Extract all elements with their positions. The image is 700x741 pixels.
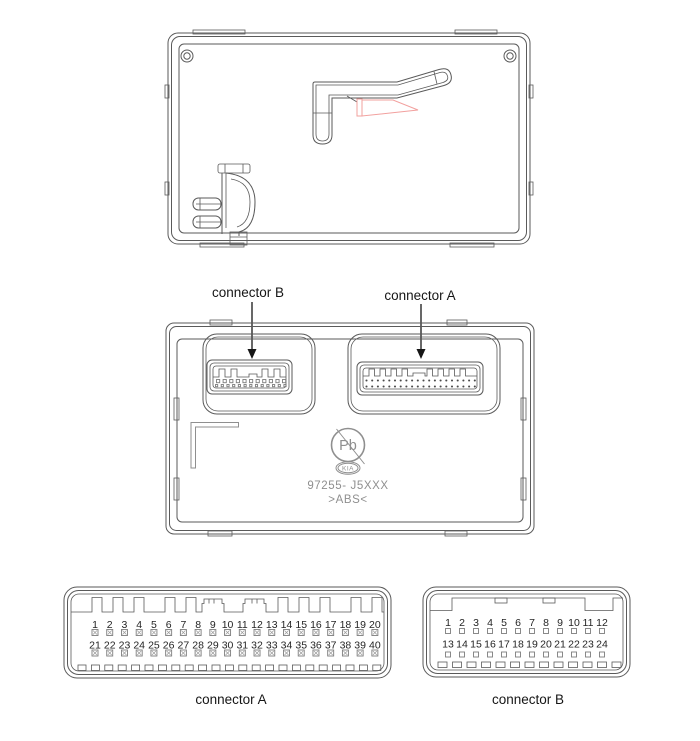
pin-row-1-12 bbox=[445, 617, 608, 634]
pin-number: 5 bbox=[501, 617, 507, 629]
kia-logo-text: KIA bbox=[342, 465, 354, 473]
pin-number: 1 bbox=[445, 617, 451, 629]
terminal-dot bbox=[405, 385, 407, 387]
terminal-dot bbox=[422, 385, 424, 387]
connector-b-recess bbox=[203, 334, 315, 414]
housing-tooth bbox=[225, 665, 233, 671]
terminal-box bbox=[263, 380, 266, 383]
housing-tooth bbox=[132, 665, 140, 671]
connector-b-pinout-drawing bbox=[422, 584, 634, 686]
terminal-box bbox=[558, 652, 563, 657]
pin-number: 37 bbox=[324, 639, 337, 652]
housing-tooth bbox=[583, 662, 592, 668]
housing-tooth bbox=[239, 665, 247, 671]
housing-tooth bbox=[279, 665, 287, 671]
terminal-dot bbox=[422, 379, 424, 381]
pin-number: 2 bbox=[106, 619, 113, 631]
screw-hole-right bbox=[504, 50, 516, 62]
terminal-box bbox=[221, 385, 223, 387]
housing-tooth bbox=[105, 665, 113, 671]
pin-number: 7 bbox=[529, 617, 535, 629]
pin-number: 39 bbox=[354, 639, 366, 652]
pin-number: 8 bbox=[195, 619, 202, 631]
terminal-box bbox=[572, 652, 577, 657]
terminal-box bbox=[243, 380, 246, 383]
pin-number: 26 bbox=[162, 639, 175, 652]
terminal-box bbox=[233, 385, 235, 387]
pin-number: 2 bbox=[459, 617, 465, 629]
terminal-dot bbox=[411, 385, 413, 387]
pin-number: 6 bbox=[165, 619, 172, 631]
pin-number: 22 bbox=[568, 638, 580, 651]
housing-tooth bbox=[467, 662, 476, 668]
housing-tooth bbox=[453, 662, 462, 668]
terminal-dot bbox=[474, 385, 476, 387]
housing-tooth bbox=[598, 662, 607, 668]
terminal-dot bbox=[462, 385, 464, 387]
terminal-dot bbox=[445, 379, 447, 381]
terminal-dot bbox=[377, 379, 379, 381]
pin-number: 17 bbox=[324, 619, 337, 631]
terminal-box bbox=[269, 380, 272, 383]
pin-number: 33 bbox=[265, 639, 278, 652]
pin-number: 15 bbox=[295, 619, 308, 631]
pin-number: 9 bbox=[209, 619, 216, 631]
connector-a-caption: connector A bbox=[195, 692, 267, 707]
terminal-dot bbox=[405, 379, 407, 381]
pin-number: 13 bbox=[265, 619, 278, 631]
terminal-box bbox=[516, 629, 521, 634]
pin-number: 8 bbox=[543, 617, 549, 629]
housing-tooth bbox=[373, 665, 381, 671]
pin-number: 20 bbox=[369, 619, 381, 631]
terminal-dot bbox=[445, 385, 447, 387]
terminal-box bbox=[250, 380, 253, 383]
terminal-dot bbox=[468, 385, 470, 387]
housing-tooth bbox=[359, 665, 367, 671]
pin-number: 14 bbox=[280, 619, 293, 631]
pin-number: 23 bbox=[582, 638, 594, 651]
housing-tooth bbox=[496, 662, 505, 668]
terminal-box bbox=[460, 652, 465, 657]
terminal-box bbox=[230, 380, 233, 383]
terminal-dot bbox=[428, 379, 430, 381]
terminal-box bbox=[446, 652, 451, 657]
pin-row-1-20 bbox=[92, 619, 381, 636]
housing-tooth bbox=[78, 665, 86, 671]
terminal-box bbox=[600, 629, 605, 634]
terminal-box bbox=[558, 629, 563, 634]
housing-tooth bbox=[199, 665, 207, 671]
terminal-box bbox=[278, 385, 280, 387]
terminal-box bbox=[250, 385, 252, 387]
housing-tooth bbox=[172, 665, 180, 671]
housing-tooth bbox=[319, 665, 327, 671]
pin-number: 32 bbox=[251, 639, 263, 652]
housing-tooth bbox=[540, 662, 549, 668]
pin-number: 29 bbox=[206, 639, 219, 652]
connector-a-socket bbox=[357, 362, 483, 395]
pin-number: 1 bbox=[92, 619, 98, 631]
pin-number: 15 bbox=[470, 638, 482, 651]
housing-tooth bbox=[511, 662, 520, 668]
terminal-dot bbox=[411, 379, 413, 381]
highlighted-clip bbox=[357, 99, 418, 116]
pin-number: 18 bbox=[512, 638, 524, 651]
pin-number: 4 bbox=[136, 619, 143, 631]
screw-hole-left bbox=[181, 50, 193, 62]
housing-tooth bbox=[145, 665, 153, 671]
terminal-dot bbox=[417, 385, 419, 387]
pin-number: 30 bbox=[221, 639, 234, 652]
housing-tooth bbox=[438, 662, 447, 668]
terminal-dot bbox=[388, 379, 390, 381]
terminal-box bbox=[267, 385, 269, 387]
terminal-box bbox=[227, 385, 229, 387]
terminal-box bbox=[530, 629, 535, 634]
terminal-box bbox=[255, 385, 257, 387]
terminal-box bbox=[474, 652, 479, 657]
pin-number: 12 bbox=[596, 617, 608, 629]
connector-b-caption: connector B bbox=[491, 692, 565, 707]
housing-tooth bbox=[482, 662, 491, 668]
bracket-pin bbox=[193, 216, 221, 228]
pin-number: 35 bbox=[295, 639, 308, 652]
pin-number: 38 bbox=[339, 639, 352, 652]
terminal-box bbox=[276, 380, 279, 383]
pin-number: 21 bbox=[89, 639, 101, 652]
pin-number: 36 bbox=[310, 639, 322, 652]
pin-number: 12 bbox=[251, 619, 263, 631]
terminal-box bbox=[244, 385, 246, 387]
terminal-box bbox=[284, 385, 286, 387]
pin-number: 19 bbox=[526, 638, 538, 651]
terminal-dot bbox=[434, 379, 436, 381]
terminal-box bbox=[474, 629, 479, 634]
terminal-dot bbox=[428, 385, 430, 387]
terminal-box bbox=[516, 652, 521, 657]
pin-number: 31 bbox=[236, 639, 249, 652]
housing-tooth bbox=[306, 665, 314, 671]
callout-label-connector-b: connector B bbox=[211, 285, 285, 300]
terminal-dot bbox=[462, 379, 464, 381]
pin-row-21-40 bbox=[89, 640, 381, 657]
housing-tooth bbox=[612, 662, 621, 668]
terminal-box bbox=[238, 385, 240, 387]
callout-arrow-connector-b bbox=[248, 302, 257, 359]
terminal-box bbox=[283, 380, 286, 383]
socket-b-terminals bbox=[216, 385, 287, 387]
terminal-dot bbox=[457, 385, 459, 387]
pin-row-13-24 bbox=[442, 639, 608, 658]
pin-number: 24 bbox=[133, 639, 146, 652]
housing-tooth bbox=[554, 662, 563, 668]
pin-number: 7 bbox=[180, 619, 187, 631]
pin-number: 21 bbox=[554, 638, 566, 651]
terminal-dot bbox=[400, 379, 402, 381]
terminal-dot bbox=[440, 385, 442, 387]
pin-number: 11 bbox=[582, 617, 594, 629]
housing-tooth bbox=[158, 665, 166, 671]
housing-tooth bbox=[91, 665, 99, 671]
pin-number: 6 bbox=[515, 617, 521, 629]
terminal-dot bbox=[400, 385, 402, 387]
terminal-box bbox=[572, 629, 577, 634]
pin-number: 24 bbox=[596, 638, 608, 651]
callout-label-connector-a: connector A bbox=[384, 288, 456, 303]
housing-tooth bbox=[212, 665, 220, 671]
pin-number: 23 bbox=[118, 639, 131, 652]
terminal-dot bbox=[417, 379, 419, 381]
terminal-box bbox=[544, 652, 549, 657]
housing-tooth bbox=[346, 665, 354, 671]
bracket-pin bbox=[193, 198, 221, 210]
pin-number: 16 bbox=[484, 638, 496, 651]
terminal-dot bbox=[457, 379, 459, 381]
pin-number: 10 bbox=[568, 617, 580, 629]
pin-number: 27 bbox=[177, 639, 190, 652]
terminal-box bbox=[488, 652, 493, 657]
terminal-box bbox=[223, 380, 226, 383]
socket-a-terminals bbox=[365, 379, 475, 381]
pin-number: 16 bbox=[310, 619, 322, 631]
terminal-box bbox=[446, 629, 451, 634]
terminal-dot bbox=[451, 379, 453, 381]
housing-tooth bbox=[185, 665, 193, 671]
housing-tooth bbox=[525, 662, 534, 668]
terminal-dot bbox=[365, 385, 367, 387]
pin-number: 14 bbox=[456, 638, 468, 651]
pin-number: 5 bbox=[150, 619, 157, 631]
terminal-box bbox=[544, 629, 549, 634]
terminal-dot bbox=[365, 379, 367, 381]
socket-b-terminals bbox=[217, 380, 286, 383]
terminal-box bbox=[502, 629, 507, 634]
pin-number: 13 bbox=[442, 638, 454, 651]
corner-mark bbox=[191, 423, 239, 469]
terminal-dot bbox=[474, 379, 476, 381]
terminal-dot bbox=[383, 379, 385, 381]
housing-keying-profile bbox=[71, 598, 384, 613]
terminal-dot bbox=[468, 379, 470, 381]
terminal-box bbox=[586, 652, 591, 657]
housing-tooth bbox=[266, 665, 274, 671]
terminal-dot bbox=[451, 385, 453, 387]
socket-a-terminals bbox=[365, 385, 475, 387]
pin-number: 10 bbox=[221, 619, 234, 631]
terminal-box bbox=[217, 380, 220, 383]
connector-a-pinout-drawing bbox=[56, 584, 400, 686]
terminal-dot bbox=[383, 385, 385, 387]
terminal-box bbox=[460, 629, 465, 634]
housing-keying-profile bbox=[430, 598, 623, 611]
pin-number: 40 bbox=[369, 639, 381, 652]
pin-number: 28 bbox=[192, 639, 204, 652]
terminal-box bbox=[236, 380, 239, 383]
terminal-dot bbox=[394, 379, 396, 381]
pin-number: 25 bbox=[148, 639, 160, 652]
terminal-box bbox=[216, 385, 218, 387]
mounting-hook-bracket bbox=[313, 69, 451, 144]
pin-number: 4 bbox=[487, 617, 493, 629]
module-rear-view-drawing bbox=[158, 23, 542, 251]
terminal-dot bbox=[440, 379, 442, 381]
callout-arrow-connector-a bbox=[417, 304, 426, 359]
pin-number: 34 bbox=[280, 639, 293, 652]
terminal-box bbox=[586, 629, 591, 634]
pin-number: 18 bbox=[339, 619, 352, 631]
material-code-text: >ABS< bbox=[328, 494, 368, 506]
pin-number: 3 bbox=[473, 617, 479, 629]
housing-bottom-teeth bbox=[78, 665, 381, 671]
housing-bottom-teeth bbox=[438, 662, 621, 668]
pin-number: 22 bbox=[103, 639, 116, 652]
housing-tooth bbox=[252, 665, 260, 671]
pin-number: 11 bbox=[236, 619, 248, 631]
module-front-view-drawing bbox=[150, 278, 545, 542]
keying-tab bbox=[495, 598, 507, 603]
pin-number: 17 bbox=[498, 638, 510, 651]
terminal-box bbox=[273, 385, 275, 387]
kia-logo bbox=[336, 462, 360, 475]
terminal-dot bbox=[394, 385, 396, 387]
housing-tooth bbox=[292, 665, 300, 671]
terminal-dot bbox=[434, 385, 436, 387]
terminal-box bbox=[530, 652, 535, 657]
pin-number: 20 bbox=[540, 638, 552, 651]
lead-free-symbol bbox=[332, 429, 365, 465]
pin-number: 9 bbox=[557, 617, 563, 629]
terminal-box bbox=[256, 380, 259, 383]
housing-tooth bbox=[118, 665, 126, 671]
module-housing-outline bbox=[165, 30, 533, 247]
pin-number: 3 bbox=[121, 619, 128, 631]
terminal-dot bbox=[388, 385, 390, 387]
terminal-dot bbox=[371, 385, 373, 387]
terminal-box bbox=[261, 385, 263, 387]
pb-text: Pb bbox=[339, 438, 357, 454]
terminal-box bbox=[502, 652, 507, 657]
terminal-box bbox=[488, 629, 493, 634]
keying-tab bbox=[543, 598, 555, 603]
terminal-box bbox=[600, 652, 605, 657]
housing-tooth bbox=[569, 662, 578, 668]
part-number-text: 97255- J5XXX bbox=[307, 480, 389, 492]
housing-tooth bbox=[333, 665, 341, 671]
connector-b-socket bbox=[207, 360, 292, 394]
pin-number: 19 bbox=[354, 619, 366, 631]
terminal-dot bbox=[371, 379, 373, 381]
terminal-dot bbox=[377, 385, 379, 387]
